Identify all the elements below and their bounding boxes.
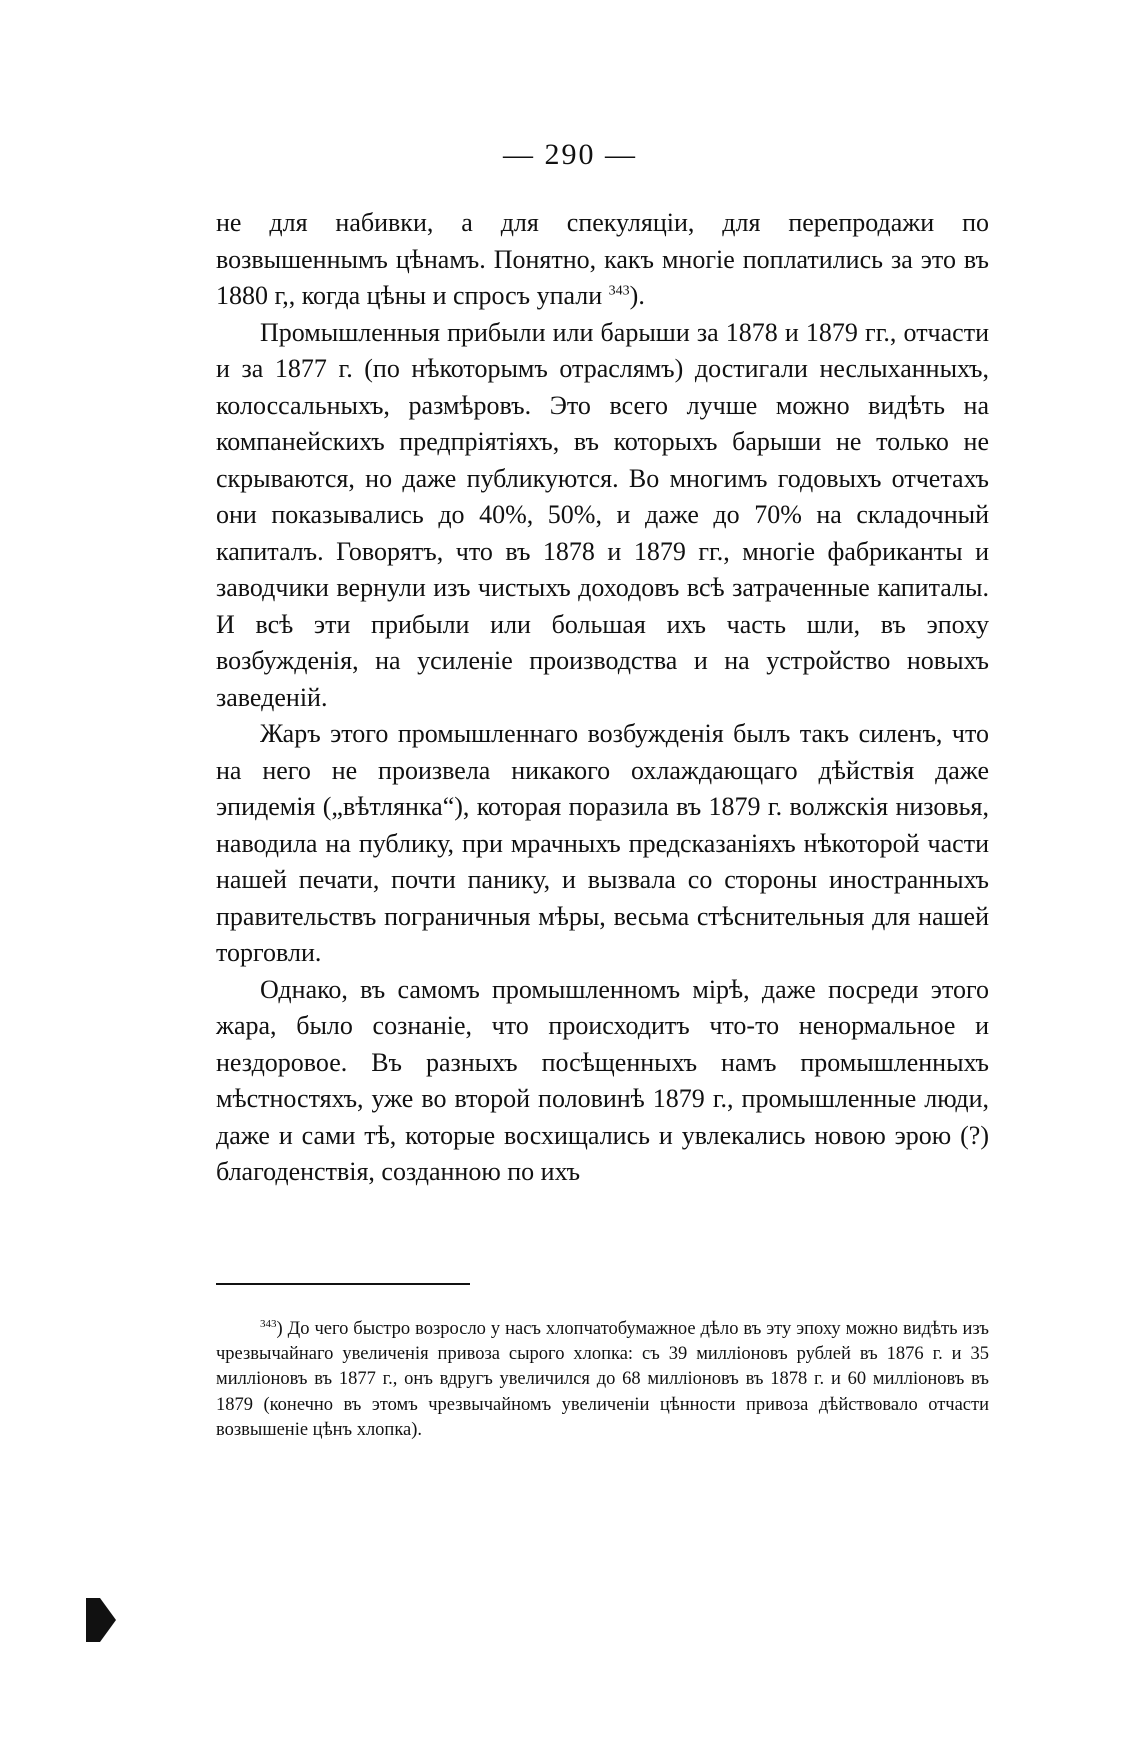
scan-marker-icon [86, 1598, 116, 1642]
paragraph-2: Промышленныя прибыли или барыши за 1878 и 1879 гг., отчасти и за 1877 г. (по нѣкоторымъ отраслямъ) достигали неслыханныхъ, колоссальныхъ, размѣровъ. Это всего лучше можно видѣть на компанейскихъ предпріятіяхъ, въ которыхъ барыши не только не скрываются, но даже публикуются. Во многимъ годовыхъ отчетахъ они показывались до 40%, 50%, и даже до 70% на складочный капиталъ. Говорятъ, что въ 1878 и 1879 гг., многіе фабриканты и заводчики вернули изъ чистыхъ доходовъ всѣ затраченные капиталы. И всѣ эти прибыли или большая ихъ часть шли, въ эпоху возбужденія, на усиленіе производства и на устройство новыхъ заведеній. [216, 317, 989, 712]
footnote-text: ) До чего быстро возросло у насъ хлопчатобумажное дѣло въ эту эпоху можно видѣть изъ чрезвычайнаго увеличенія привоза сырого хлопка: съ 39 милліоновъ рублей въ 1876 г. и 35 милліоновъ въ 1877 г., онъ вдругъ увеличился до 68 милліоновъ въ 1878 г. и 60 милліоновъ въ 1879 (конечно въ этомъ чрезвычайномъ увеличеніи цѣнности привоза дѣйствовало отчасти возвышеніе цѣнъ хлопка). [216, 1319, 989, 1440]
paragraph-3: Жаръ этого промышленнаго возбужденія былъ такъ силенъ, что на него не произвела никакого охлаждающаго дѣйствія даже эпидемія („вѣтлянка“), которая поразила въ 1879 г. волжскія низовья, наводила на публику, при мрачныхъ предсказаніяхъ нѣкоторой части нашей печати, почти панику, и вызвала со стороны иностранныхъ правительствъ пограничныя мѣры, весьма стѣснительныя для нашей торговли. [216, 719, 989, 967]
paragraph-1-tail: ). [629, 281, 645, 310]
footnote-number: 343 [260, 1317, 277, 1330]
paragraph-4: Однако, въ самомъ промышленномъ мірѣ, даже посреди этого жара, было сознаніе, что происходитъ что-то ненормальное и нездоровое. Въ разныхъ посѣщенныхъ намъ промышленныхъ мѣстностяхъ, уже во второй половинѣ 1879 г., промышленные люди, даже и сами тѣ, которые восхищались и увлекались новою эрою (?) благоденствія, созданною по ихъ [216, 974, 989, 1186]
main-text [216, 205, 989, 1191]
footnote [216, 1317, 989, 1443]
footnote-divider [216, 1283, 470, 1285]
paragraph-1-text: не для набивки, а для спекуляціи, для перепродажи по возвышеннымъ цѣнамъ. Понятно, какъ многіе поплатились за это въ 1880 г,, когда цѣны и спросъ упали [216, 208, 989, 310]
paragraph-1 [216, 205, 989, 315]
page-number: — 290 — [503, 138, 637, 171]
footnote-reference[interactable]: 343 [608, 283, 630, 299]
